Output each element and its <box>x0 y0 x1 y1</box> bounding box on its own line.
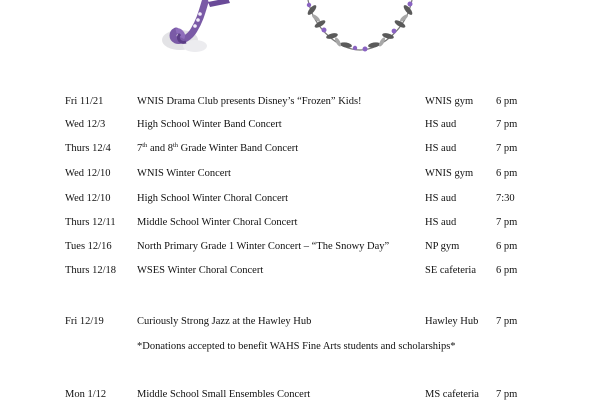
event-title: WNIS Winter Concert <box>137 168 231 179</box>
event-time: 7 pm <box>496 217 518 228</box>
event-location: HS aud <box>425 217 457 228</box>
event-time: 7 pm <box>496 119 518 130</box>
event-location: NP gym <box>425 241 460 252</box>
event-title: Middle School Winter Choral Concert <box>137 217 298 228</box>
event-time: 6 pm <box>496 96 518 107</box>
event-title: WSES Winter Choral Concert <box>137 265 264 276</box>
ordinal-suffix: th <box>142 142 148 149</box>
event-time: 7 pm <box>496 389 518 400</box>
event-time: 6 pm <box>496 241 518 252</box>
table-row <box>0 166 600 182</box>
event-title: WNIS Drama Club presents Disney’s “Frozen” Kids! <box>137 96 362 107</box>
table-row <box>0 94 600 110</box>
event-date: Fri 12/19 <box>65 316 104 327</box>
event-location: SE cafeteria <box>425 265 477 276</box>
event-time: 7 pm <box>496 316 518 327</box>
event-title: North Primary Grade 1 Winter Concert – “The Snowy Day” <box>137 241 390 252</box>
event-time: 6 pm <box>496 265 518 276</box>
event-location: WNIS gym <box>425 96 474 107</box>
event-date: Wed 12/10 <box>65 193 111 204</box>
event-location: HS aud <box>425 193 457 204</box>
event-location: HS aud <box>425 119 457 130</box>
event-location: HS aud <box>425 143 457 154</box>
table-row <box>0 141 600 157</box>
table-row <box>0 191 600 207</box>
event-title: Curiously Strong Jazz at the Hawley Hub <box>137 316 312 327</box>
event-date: Fri 11/21 <box>65 96 104 107</box>
event-title: High School Winter Band Concert <box>137 119 282 130</box>
event-location: MS cafeteria <box>425 389 479 400</box>
event-date: Thurs 12/11 <box>65 217 116 228</box>
table-row <box>0 215 600 231</box>
event-time: 6 pm <box>496 168 518 179</box>
event-title-part: and 8 <box>147 143 173 154</box>
event-location: Hawley Hub <box>425 316 479 327</box>
event-title-part: 7 <box>137 143 143 154</box>
event-location: WNIS gym <box>425 168 474 179</box>
event-date: Wed 12/3 <box>65 119 106 130</box>
saxophone-icon <box>150 0 245 55</box>
event-title <box>137 141 298 157</box>
event-date: Tues 12/16 <box>65 241 112 252</box>
event-time: 7 pm <box>496 143 518 154</box>
ordinal-suffix: th <box>172 142 179 149</box>
event-title: Middle School Small Ensembles Concert <box>137 389 311 400</box>
wreath-icon <box>300 0 420 55</box>
table-row <box>0 117 600 133</box>
event-date: Wed 12/10 <box>65 168 111 179</box>
table-row <box>0 263 600 279</box>
event-date: Thurs 12/4 <box>65 143 111 154</box>
event-date: Thurs 12/18 <box>65 265 117 276</box>
event-time: 7:30 <box>496 193 515 204</box>
event-title-part: Grade Winter Band Concert <box>178 143 299 154</box>
table-row <box>0 387 600 403</box>
event-title: High School Winter Choral Concert <box>137 193 289 204</box>
event-date: Mon 1/12 <box>65 389 107 400</box>
donation-note: *Donations accepted to benefit WAHS Fine Arts students and scholarships* <box>137 341 456 352</box>
table-row <box>0 239 600 255</box>
table-row <box>0 314 600 330</box>
